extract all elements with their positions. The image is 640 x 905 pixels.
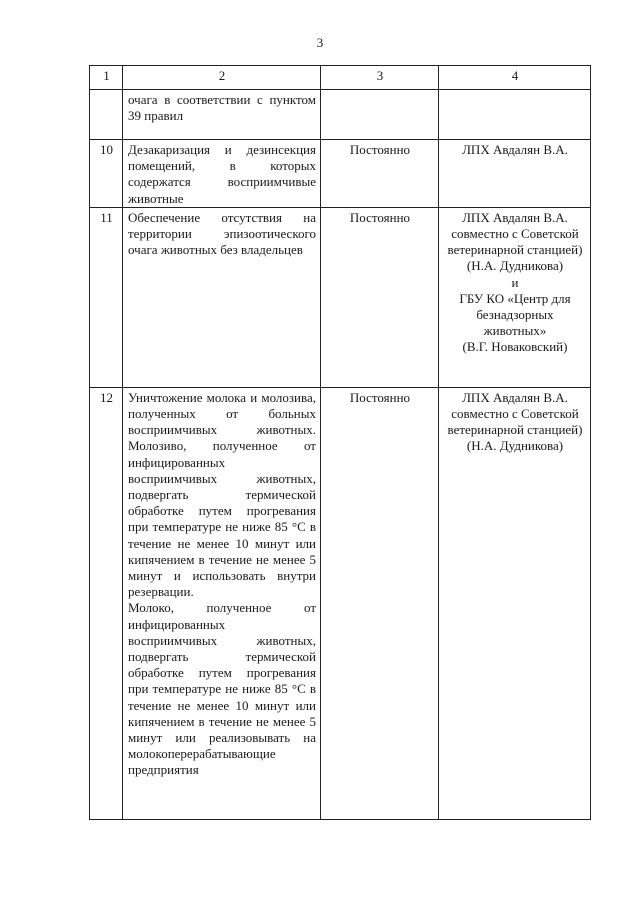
measure-text: Уничтожение молока и молозива, полученных от больных восприимчивых животных. Молозиво, полученное от инфицированных восприимчивых животных, подвергать термической обработке путем прогревания при температуре не ниже 85 °С в течение не менее 10 минут или кипячением в течение не менее 5 минут и использовать внутри резервации. xyxy=(128,389,316,600)
responsible-text: и xyxy=(511,274,519,290)
measure-cell xyxy=(123,387,321,819)
page-number: 3 xyxy=(316,35,324,50)
row-number: 12 xyxy=(90,387,123,819)
header-cell-3: 3 xyxy=(321,66,439,90)
table-row xyxy=(90,140,591,208)
responsible-text: ГБУ КО «Центр для безнадзорных животных» xyxy=(459,290,571,339)
measure-cell xyxy=(123,90,321,140)
term-cell xyxy=(321,90,439,140)
measures-table xyxy=(89,65,591,820)
table-row xyxy=(90,90,591,140)
responsible-text: (Н.А. Дудникова) xyxy=(466,258,564,274)
table-header-row xyxy=(90,66,591,90)
measure-text: очага в соответствии с пунктом 39 правил xyxy=(128,92,316,124)
responsible-text: (Н.А. Дудникова) xyxy=(466,438,564,454)
responsible-text: ЛПХ Авдалян В.А. xyxy=(462,142,568,157)
header-cell-1: 1 xyxy=(90,66,123,90)
responsible-text: (В.Г. Новаковский) xyxy=(462,339,568,355)
table-row xyxy=(90,207,591,387)
responsible-text: ЛПХ Авдалян В.А. совместно с Советской ветеринарной станцией) xyxy=(447,209,583,258)
measure-cell xyxy=(123,207,321,387)
measure-text: Дезакаризация и дезинсекция помещений, в которых содержатся восприимчивые животные xyxy=(128,142,316,206)
header-cell-4: 4 xyxy=(439,66,591,90)
responsible-text: ЛПХ Авдалян В.А. совместно с Советской ветеринарной станцией) xyxy=(447,389,583,438)
measure-text: Обеспечение отсутствия на территории эпизоотического очага животных без владельцев xyxy=(128,209,316,258)
row-number xyxy=(90,90,123,140)
row-number: 11 xyxy=(90,207,123,387)
responsible-cell xyxy=(439,140,591,208)
responsible-cell xyxy=(439,90,591,140)
measure-cell xyxy=(123,140,321,208)
measure-text: Молоко, полученное от инфицированных восприимчивых животных, подвергать термической обработке путем прогревания при температуре не ниже 85 °С в течение не менее 10 минут или кипячением в течение не менее 5 минут или реализовывать на молокоперерабатывающие предприятия xyxy=(128,600,316,778)
term-cell: Постоянно xyxy=(321,207,439,387)
term-cell: Постоянно xyxy=(321,387,439,819)
term-cell: Постоянно xyxy=(321,140,439,208)
responsible-cell xyxy=(439,207,591,387)
header-cell-2: 2 xyxy=(123,66,321,90)
responsible-cell xyxy=(439,387,591,819)
row-number: 10 xyxy=(90,140,123,208)
table-row xyxy=(90,387,591,819)
